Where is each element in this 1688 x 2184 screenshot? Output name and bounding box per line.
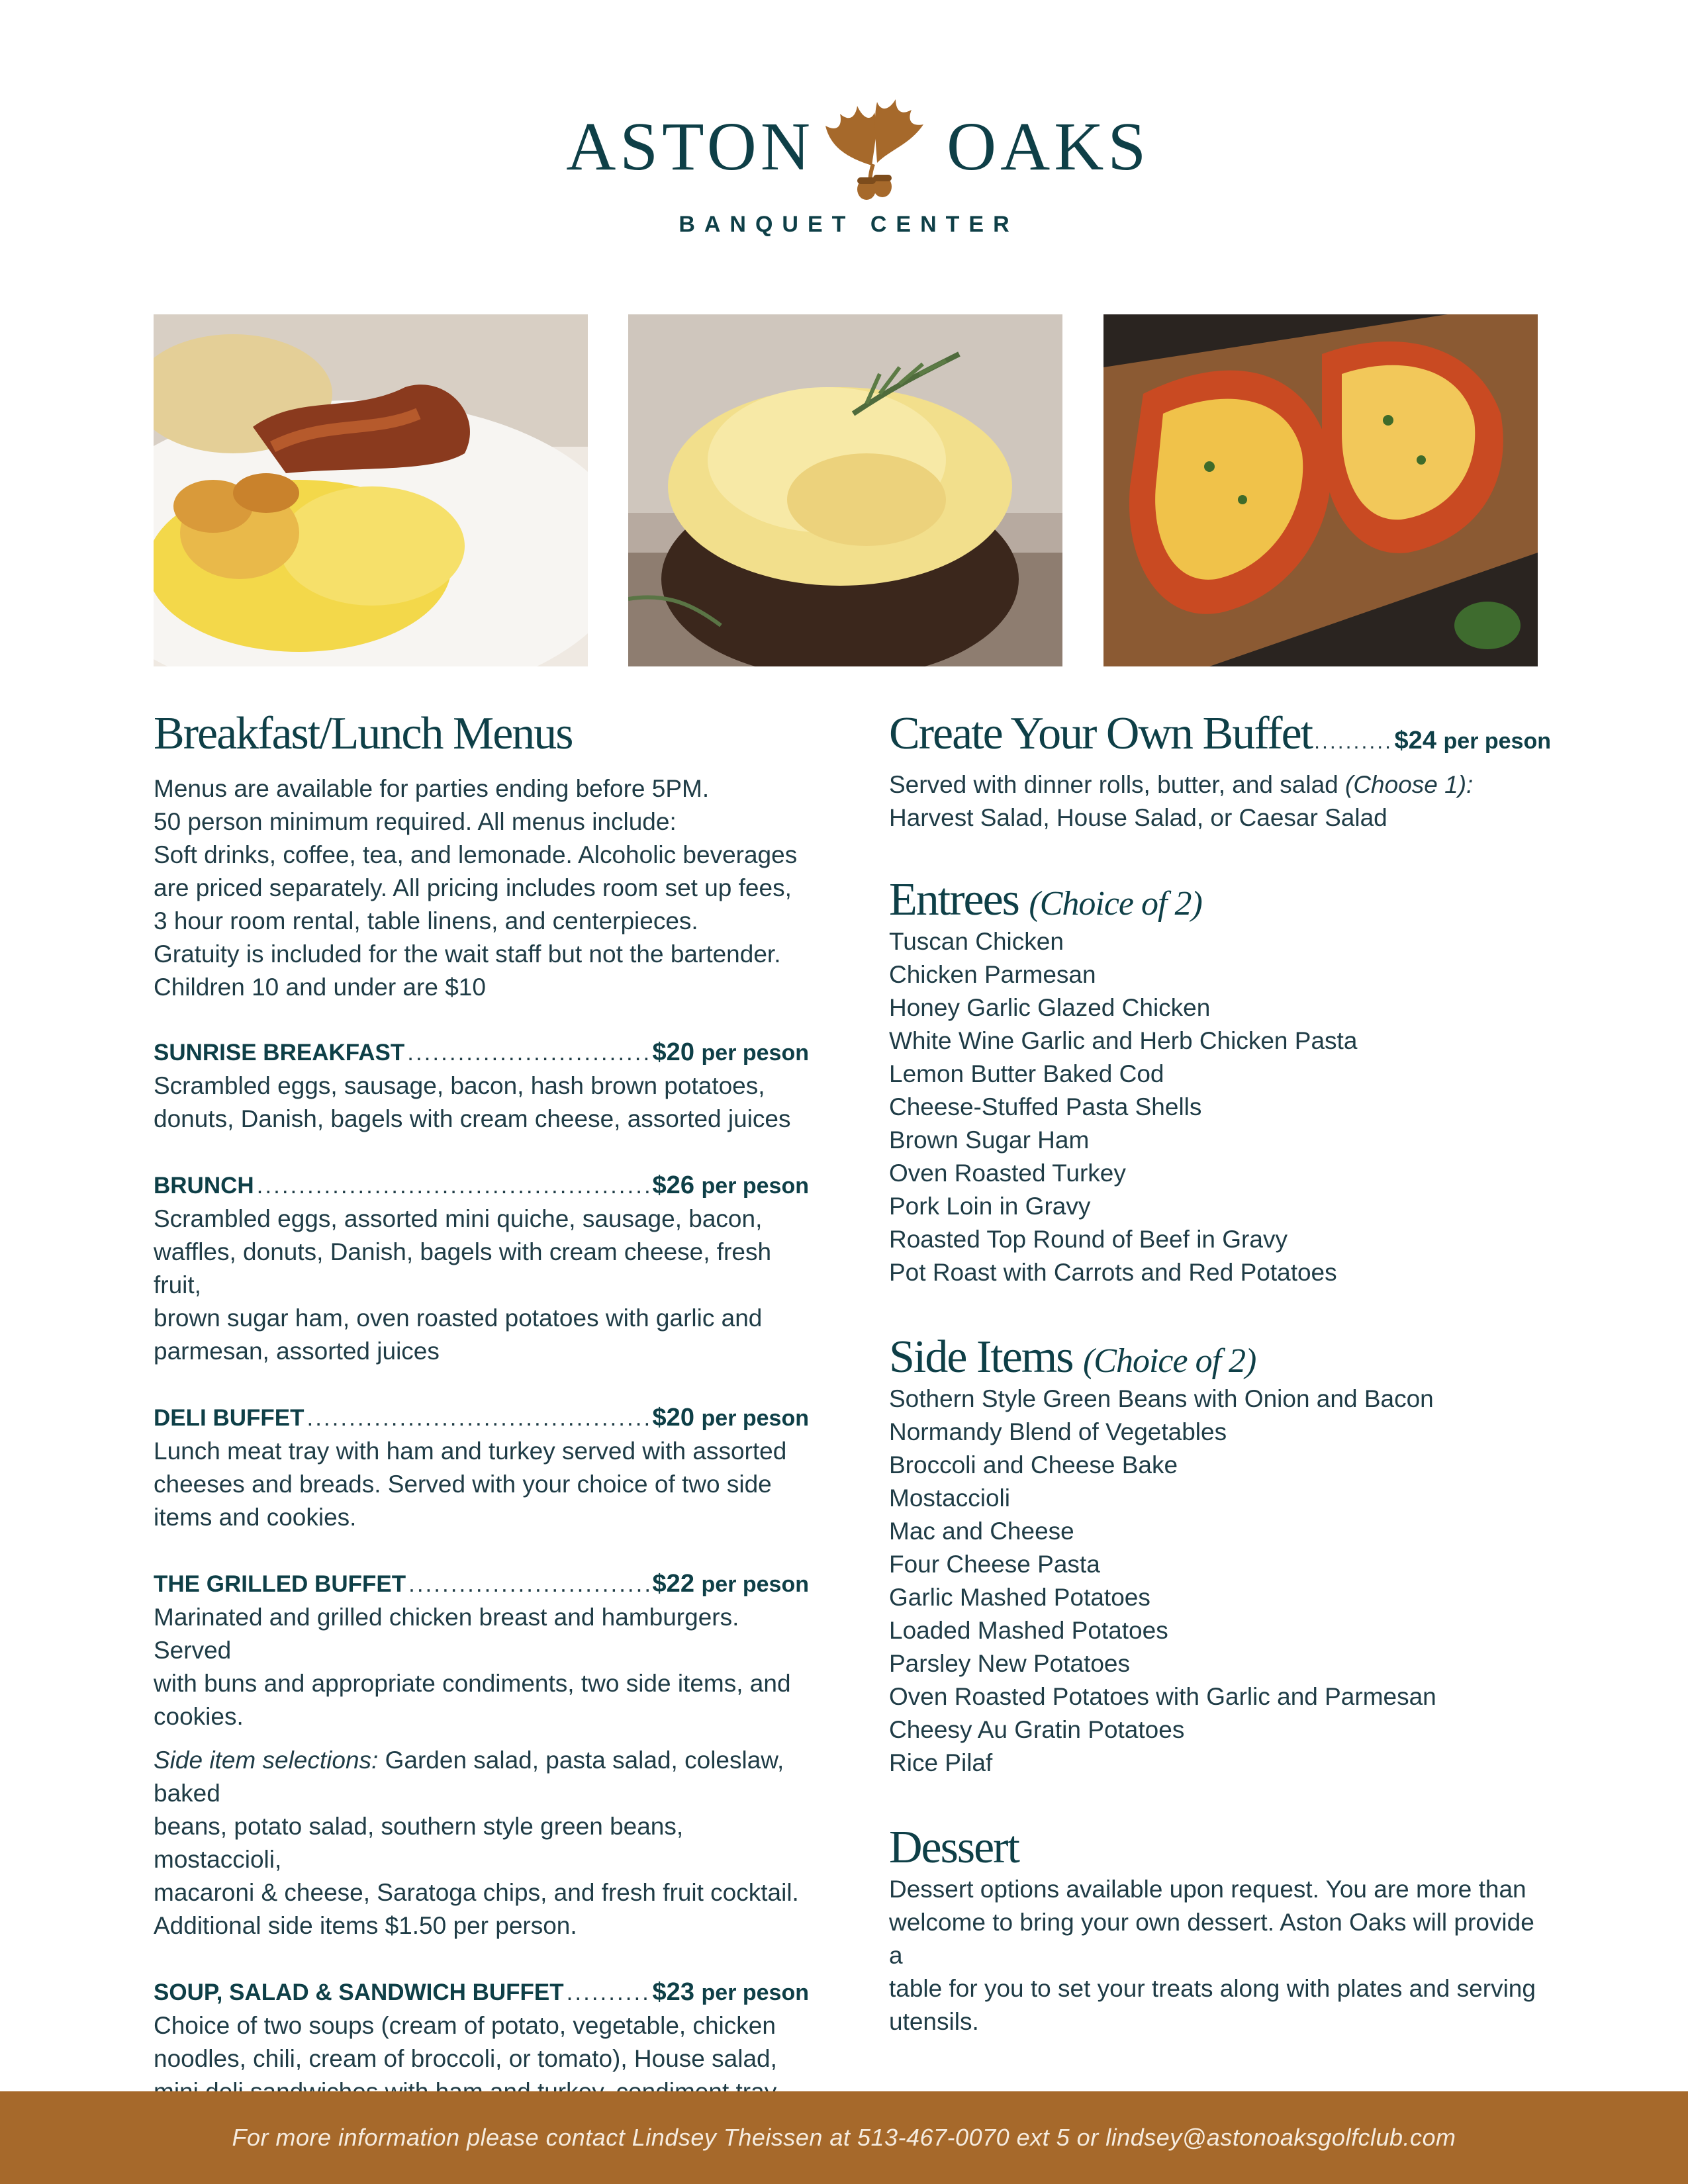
description-line: Marinated and grilled chicken breast and hamburgers. Served xyxy=(154,1604,739,1664)
list-item: Mac and Cheese xyxy=(889,1518,1074,1545)
price-unit: per peson xyxy=(701,1173,809,1199)
list-item: Honey Garlic Glazed Chicken xyxy=(889,994,1211,1021)
entrees-list xyxy=(889,925,1551,1289)
description-line: donuts, Danish, bagels with cream cheese, assorted juices xyxy=(154,1105,791,1132)
side-items-list xyxy=(889,1383,1551,1780)
menu-item-description xyxy=(154,1435,812,1534)
list-item: Cheese-Stuffed Pasta Shells xyxy=(889,1093,1202,1120)
description-line: parmesan, assorted juices xyxy=(154,1338,440,1365)
menu-item-price xyxy=(653,1976,809,2009)
price-unit: per peson xyxy=(1443,729,1551,754)
price-value: $20 xyxy=(652,1038,694,1066)
menu-item-header xyxy=(154,1567,809,1601)
menu-item-header xyxy=(154,1169,809,1203)
menu-item-price xyxy=(653,1169,809,1203)
list-item: Tuscan Chicken xyxy=(889,928,1064,955)
list-item: Sothern Style Green Beans with Onion and Bacon xyxy=(889,1385,1434,1412)
description-line: noodles, chili, cream of broccoli, or tomato), House salad, xyxy=(154,2045,777,2072)
chicken-parmesan-photo xyxy=(1103,314,1538,666)
dessert-section xyxy=(889,1822,1551,2038)
entrees-section xyxy=(889,874,1551,1289)
create-buffet-description xyxy=(889,768,1551,835)
description-line: cheeses and breads. Served with your choice of two side xyxy=(154,1471,772,1498)
menu-item-price xyxy=(653,1567,809,1601)
oak-leaf-acorn-icon xyxy=(811,86,937,212)
list-item: Chicken Parmesan xyxy=(889,961,1096,988)
mashed-potatoes-photo xyxy=(628,314,1062,666)
menu-item-price xyxy=(653,1401,809,1435)
entrees-title xyxy=(889,874,1551,925)
side-item-selections xyxy=(154,1744,812,1942)
create-buffet-header xyxy=(889,708,1551,759)
dessert-title: Dessert xyxy=(889,1822,1019,1873)
breakfast-lunch-title: Breakfast/Lunch Menus xyxy=(154,708,573,759)
entrees-heading: Entrees xyxy=(889,874,1019,925)
menu-item-name: SUNRISE BREAKFAST xyxy=(154,1040,405,1066)
breakfast-plate-photo xyxy=(154,314,588,666)
price-value: $23 xyxy=(652,1978,694,2006)
list-item: Oven Roasted Turkey xyxy=(889,1160,1126,1187)
menu-item-brunch xyxy=(154,1169,812,1368)
brand-name-left: ASTON xyxy=(566,109,814,185)
list-item: Roasted Top Round of Beef in Gravy xyxy=(889,1226,1288,1253)
description-line: macaroni & cheese, Saratoga chips, and fresh fruit cocktail. xyxy=(154,1879,799,1906)
contact-footer xyxy=(0,2091,1688,2184)
leader-dots xyxy=(257,1169,650,1203)
list-item: Brown Sugar Ham xyxy=(889,1126,1090,1154)
list-item: Mostaccioli xyxy=(889,1484,1010,1512)
description-line: utensils. xyxy=(889,2008,979,2035)
brand-name-right: OAKS xyxy=(947,109,1150,185)
intro-line: 50 person minimum required. All menus include: xyxy=(154,808,677,835)
leader-dots xyxy=(408,1568,649,1601)
leader-dots xyxy=(407,1036,649,1069)
right-column xyxy=(889,708,1551,2038)
list-item: Pot Roast with Carrots and Red Potatoes xyxy=(889,1259,1337,1286)
menu-item-name: SOUP, SALAD & SANDWICH BUFFET xyxy=(154,1979,564,2005)
description-line: Harvest Salad, House Salad, or Caesar Salad xyxy=(889,804,1387,831)
side-items-title xyxy=(889,1332,1551,1383)
side-selections-label: Side item selections: xyxy=(154,1747,379,1774)
menu-item-header xyxy=(154,1976,809,2009)
create-buffet-price xyxy=(1395,727,1551,755)
price-value: $22 xyxy=(652,1570,694,1598)
list-item: White Wine Garlic and Herb Chicken Pasta xyxy=(889,1027,1358,1054)
description-line: Choice of two soups (cream of potato, vegetable, chicken xyxy=(154,2012,776,2039)
list-item: Parsley New Potatoes xyxy=(889,1650,1131,1677)
list-item: Pork Loin in Gravy xyxy=(889,1193,1091,1220)
list-item: Broccoli and Cheese Bake xyxy=(889,1451,1178,1479)
list-item: Four Cheese Pasta xyxy=(889,1551,1100,1578)
description-line: Lunch meat tray with ham and turkey served with assorted xyxy=(154,1437,787,1465)
leader-dots xyxy=(567,1976,650,2009)
description-line: cookies. xyxy=(154,1703,244,1730)
menu-item-name: DELI BUFFET xyxy=(154,1405,305,1431)
menu-item-description xyxy=(154,1601,812,1733)
description-line: table for you to set your treats along with plates and serving xyxy=(889,1975,1536,2002)
menu-item-header xyxy=(154,1036,809,1069)
intro-line: Children 10 and under are $10 xyxy=(154,974,486,1001)
menu-item-header xyxy=(154,1401,809,1435)
list-item: Cheesy Au Gratin Potatoes xyxy=(889,1716,1185,1743)
description-line: Scrambled eggs, sausage, bacon, hash brown potatoes, xyxy=(154,1072,765,1099)
list-item: Lemon Butter Baked Cod xyxy=(889,1060,1164,1087)
list-item: Normandy Blend of Vegetables xyxy=(889,1418,1227,1445)
buffet-line-text: Served with dinner rolls, butter, and salad xyxy=(889,771,1345,798)
dessert-description xyxy=(889,1873,1551,2038)
buffet-choose-note: (Choose 1): xyxy=(1345,771,1474,798)
menu-item-name: THE GRILLED BUFFET xyxy=(154,1571,406,1597)
price-value: $24 xyxy=(1394,727,1436,754)
description-line: Dessert options available upon request. You are more than xyxy=(889,1876,1526,1903)
price-unit: per peson xyxy=(701,1980,809,2005)
intro-line: Menus are available for parties ending before 5PM. xyxy=(154,775,710,802)
price-value: $20 xyxy=(652,1404,694,1432)
list-item: Rice Pilaf xyxy=(889,1749,993,1776)
price-unit: per peson xyxy=(701,1572,809,1597)
menu-item-name: BRUNCH xyxy=(154,1173,254,1199)
brand-header xyxy=(0,73,1688,258)
description-line: with buns and appropriate condiments, two side items, and xyxy=(154,1670,791,1697)
list-item: Garlic Mashed Potatoes xyxy=(889,1584,1150,1611)
intro-line: 3 hour room rental, table linens, and centerpieces. xyxy=(154,907,698,934)
intro-line: Soft drinks, coffee, tea, and lemonade. Alcoholic beverages xyxy=(154,841,798,868)
description-line xyxy=(889,768,1551,801)
left-column xyxy=(154,708,812,2142)
menu-item-price xyxy=(653,1036,809,1069)
description-line: Additional side items $1.50 per person. xyxy=(154,1912,577,1939)
list-item: Loaded Mashed Potatoes xyxy=(889,1617,1168,1644)
contact-text: For more information please contact Lindsey Theissen at 513-467-0070 ext 5 or lindsey@astonoaksgolfclub.com xyxy=(232,2124,1456,2151)
leader-dots xyxy=(306,1402,649,1435)
list-item: Oven Roasted Potatoes with Garlic and Parmesan xyxy=(889,1683,1436,1710)
intro-line: Gratuity is included for the wait staff but not the bartender. xyxy=(154,940,781,968)
create-buffet-title: Create Your Own Buffet xyxy=(889,708,1313,759)
intro-text xyxy=(154,772,812,1004)
price-value: $26 xyxy=(652,1171,694,1199)
price-unit: per peson xyxy=(701,1406,809,1431)
leader-dots xyxy=(1314,729,1392,754)
description-line: waffles, donuts, Danish, bagels with cream cheese, fresh fruit, xyxy=(154,1238,772,1298)
brand-subtitle: BANQUET CENTER xyxy=(679,212,1019,237)
price-unit: per peson xyxy=(701,1040,809,1066)
menu-item-description xyxy=(154,1203,812,1368)
side-selections-text: Garden salad, pasta salad, coleslaw, baked xyxy=(154,1747,784,1807)
intro-line: are priced separately. All pricing includes room set up fees, xyxy=(154,874,792,901)
menu-item-description xyxy=(154,1069,812,1136)
description-line: welcome to bring your own dessert. Aston Oaks will provide a xyxy=(889,1909,1534,1969)
description-line: Scrambled eggs, assorted mini quiche, sausage, bacon, xyxy=(154,1205,763,1232)
description-line: brown sugar ham, oven roasted potatoes with garlic and xyxy=(154,1304,763,1332)
description-line xyxy=(154,1744,812,1810)
menu-item-grilled-buffet xyxy=(154,1567,812,1942)
menu-item-deli-buffet xyxy=(154,1401,812,1534)
side-items-choice-note: (Choice of 2) xyxy=(1082,1342,1256,1380)
side-items-heading: Side Items xyxy=(889,1332,1073,1383)
description-line: items and cookies. xyxy=(154,1504,357,1531)
side-items-section xyxy=(889,1332,1551,1780)
menu-item-sunrise-breakfast xyxy=(154,1036,812,1136)
entrees-choice-note: (Choice of 2) xyxy=(1029,885,1202,923)
description-line: beans, potato salad, southern style green beans, mostaccioli, xyxy=(154,1813,684,1873)
